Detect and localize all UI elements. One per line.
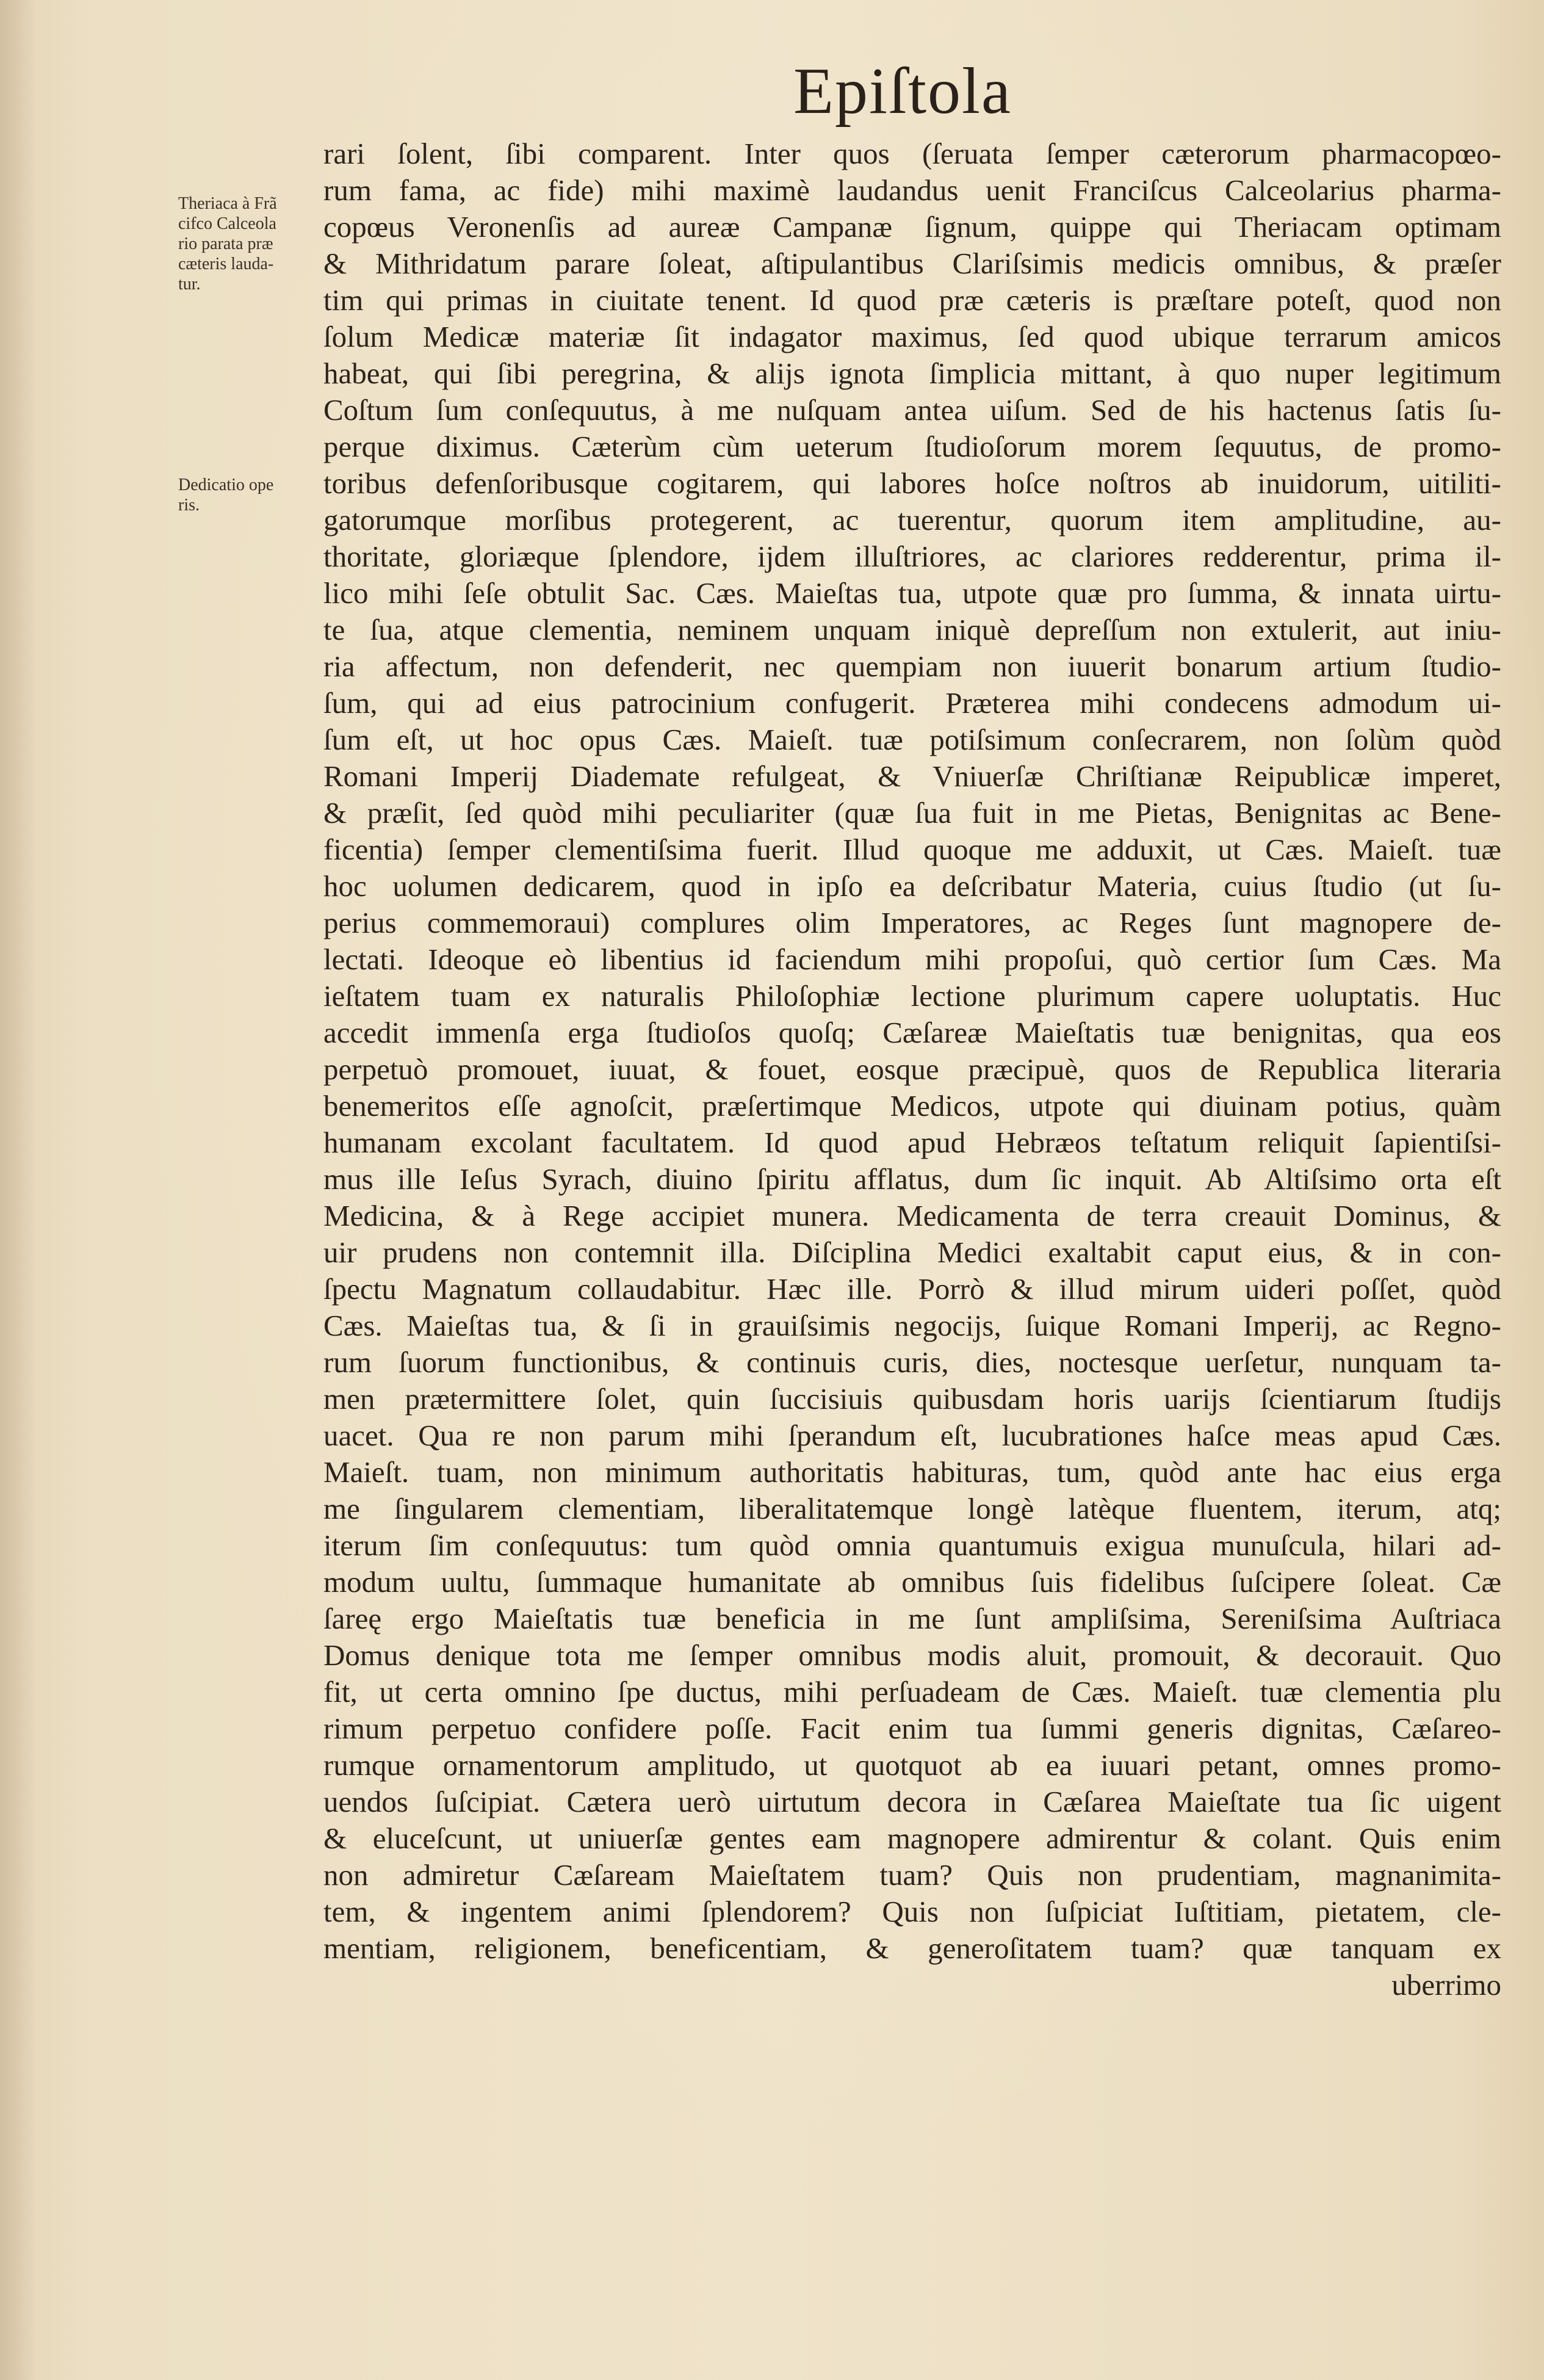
text-line: Romani Imperij Diademate refulgeat, & Vniuerſæ Chriſtianæ Reipublicæ imperet, bbox=[323, 759, 1501, 793]
text-line: & præſit, ſed quòd mihi peculiariter (quæ ſua fuit in me Pietas, Benignitas ac Bene- bbox=[323, 796, 1501, 830]
text-line: benemeritos eſſe agnoſcit, præſertimque Medicos, utpote qui diuinam potius, quàm bbox=[323, 1089, 1501, 1123]
text-line: Medicina, & à Rege accipiet munera. Medicamenta de terra creauit Dominus, & bbox=[323, 1199, 1501, 1232]
text-line: & eluceſcunt, ut uniuerſæ gentes eam magnopere admirentur & colant. Quis enim bbox=[323, 1821, 1501, 1855]
text-line: men prætermittere ſolet, quin ſuccisiuis quibusdam horis uarijs ſcientiarum ſtudijs bbox=[323, 1382, 1501, 1416]
text-line: tem, & ingentem animi ſplendorem? Quis non ſuſpiciat Iuſtitiam, pietatem, cle- bbox=[323, 1895, 1501, 1928]
text-line: hoc uolumen dedicarem, quod in ipſo ea deſcribatur Materia, cuius ſtudio (ut ſu- bbox=[323, 869, 1501, 903]
text-line: mus ille Ieſus Syrach, diuino ſpiritu afflatus, dum ſic inquit. Ab Altiſsimo orta eſt bbox=[323, 1162, 1501, 1196]
text-line: toribus defenſoribusque cogitarem, qui labores hoſce noſtros ab inuidorum, uitiliti- bbox=[323, 466, 1501, 500]
text-line: ſum eſt, ut hoc opus Cæs. Maieſt. tuæ potiſsimum conſecrarem, non ſolùm quòd bbox=[323, 723, 1501, 756]
text-line: fit, ut certa omnino ſpe ductus, mihi perſuadeam de Cæs. Maieſt. tuæ clementia plu bbox=[323, 1675, 1501, 1709]
text-line: rumque ornamentorum amplitudo, ut quotquot ab ea iuuari petant, omnes promo- bbox=[323, 1748, 1501, 1782]
text-line: thoritate, gloriæque ſplendore, ijdem illuſtriores, ac clariores redderentur, prima il- bbox=[323, 540, 1501, 573]
text-line: me ſingularem clementiam, liberalitatemque longè latèque fluentem, iterum, atq; bbox=[323, 1492, 1501, 1525]
text-line: tim qui primas in ciuitate tenent. Id quod præ cæteris is præſtare poteſt, quod non bbox=[323, 283, 1501, 317]
text-line: iterum ſim conſequutus: tum quòd omnia quantumuis exigua munuſcula, hilari ad- bbox=[323, 1528, 1501, 1562]
text-line: perius commemoraui) complures olim Imperatores, ac Reges ſunt magnopere de- bbox=[323, 906, 1501, 939]
text-line: ieſtatem tuam ex naturalis Philoſophiæ lectione plurimum capere uoluptatis. Huc bbox=[323, 979, 1501, 1013]
text-line: modum uultu, ſummaque humanitate ab omnibus ſuis fidelibus ſuſcipere ſoleat. Cæ bbox=[323, 1565, 1501, 1599]
text-line: uir prudens non contemnit illa. Diſciplina Medici exaltabit caput eius, & in con- bbox=[323, 1235, 1501, 1269]
text-line: habeat, qui ſibi peregrina, & alijs ignota ſimplicia mittant, à quo nuper legitimum bbox=[323, 356, 1501, 390]
margin-note-theriaca: Theriaca à Frã cifco Calceola rio parata præ cæteris lauda- tur. bbox=[178, 194, 277, 294]
text-line: ria affectum, non defenderit, nec quempiam non iuuerit bonarum artium ſtudio- bbox=[323, 649, 1501, 683]
text-line: mentiam, religionem, beneficentiam, & generoſitatem tuam? quæ tanquam ex bbox=[323, 1931, 1501, 1965]
running-header-title: Epiſtola bbox=[793, 55, 1012, 128]
text-line: perpetuò promouet, iuuat, & fouet, eosque præcipuè, quos de Republica literaria bbox=[323, 1052, 1501, 1086]
text-line: accedit immenſa erga ſtudioſos quoſq; Cæſareæ Maieſtatis tuæ benignitas, qua eos bbox=[323, 1016, 1501, 1049]
text-line: Coſtum ſum conſequutus, à me nuſquam antea uiſum. Sed de his hactenus ſatis ſu- bbox=[323, 393, 1501, 427]
text-line: perque diximus. Cæterùm cùm ueterum ſtudioſorum morem ſequutus, de promo- bbox=[323, 430, 1501, 463]
text-line: copœus Veronenſis ad aureæ Campanæ ſignum, quippe qui Theriacam optimam bbox=[323, 210, 1501, 244]
text-line: ſolum Medicæ materiæ ſit indagator maximus, ſed quod ubique terrarum amicos bbox=[323, 320, 1501, 353]
text-line: ſpectu Magnatum collaudabitur. Hæc ille. Porrò & illud mirum uideri poſſet, quòd bbox=[323, 1272, 1501, 1306]
catchword: uberrimo bbox=[1391, 1968, 1501, 2002]
text-line: rari ſolent, ſibi comparent. Inter quos (ſeruata ſemper cæterorum pharmacopœo- bbox=[323, 137, 1501, 170]
body-text bbox=[323, 136, 1501, 2003]
text-line: Cæs. Maieſtas tua, & ſi in grauiſsimis negocijs, ſuique Romani Imperij, ac Regno- bbox=[323, 1309, 1501, 1342]
text-line: Maieſt. tuam, non minimum authoritatis habituras, tum, quòd ante hac eius erga bbox=[323, 1455, 1501, 1489]
margin-note-dedicatio: Dedicatio ope ris. bbox=[178, 476, 274, 515]
text-line: ſum, qui ad eius patrocinium confugerit. Præterea mihi condecens admodum ui- bbox=[323, 686, 1501, 720]
text-line: lico mihi ſeſe obtulit Sac. Cæs. Maieſtas tua, utpote quæ pro ſumma, & innata uirtu- bbox=[323, 576, 1501, 610]
text-line: te ſua, atque clementia, neminem unquam iniquè depreſſum non extulerit, aut iniu- bbox=[323, 613, 1501, 646]
text-line: rum ſuorum functionibus, & continuis curis, dies, noctesque uerſetur, nunquam ta- bbox=[323, 1345, 1501, 1379]
text-line: rum fama, ac fide) mihi maximè laudandus uenit Franciſcus Calceolarius pharma- bbox=[323, 173, 1501, 207]
text-line: & Mithridatum parare ſoleat, aſtipulantibus Clariſsimis medicis omnibus, & præſer bbox=[323, 247, 1501, 280]
text-line: lectati. Ideoque eò libentius id faciendum mihi propoſui, quò certior ſum Cæs. Ma bbox=[323, 942, 1501, 976]
text-line: ficentia) ſemper clementiſsima fuerit. Illud quoque me adduxit, ut Cæs. Maieſt. tuæ bbox=[323, 833, 1501, 866]
text-line: uacet. Qua re non parum mihi ſperandum eſt, lucubrationes haſce meas apud Cæs. bbox=[323, 1419, 1501, 1452]
text-line: gatorumque morſibus protegerent, ac tuerentur, quorum item amplitudine, au- bbox=[323, 503, 1501, 537]
text-line: rimum perpetuo confidere poſſe. Facit enim tua ſummi generis dignitas, Cæſareo- bbox=[323, 1712, 1501, 1745]
text-line: ſareę ergo Maieſtatis tuæ beneficia in me ſunt ampliſsima, Sereniſsima Auſtriaca bbox=[323, 1602, 1501, 1635]
text-line: uendos ſuſcipiat. Cætera uerò uirtutum decora in Cæſarea Maieſtate tua ſic uigent bbox=[323, 1785, 1501, 1818]
page-fold-shadow bbox=[0, 0, 37, 2380]
text-line: Domus denique tota me ſemper omnibus modis aluit, promouit, & decorauit. Quo bbox=[323, 1638, 1501, 1672]
text-line: non admiretur Cæſaream Maieſtatem tuam? Quis non prudentiam, magnanimita- bbox=[323, 1858, 1501, 1892]
text-line: humanam excolant facultatem. Id quod apud Hebræos teſtatum reliquit ſapientiſsi- bbox=[323, 1126, 1501, 1159]
